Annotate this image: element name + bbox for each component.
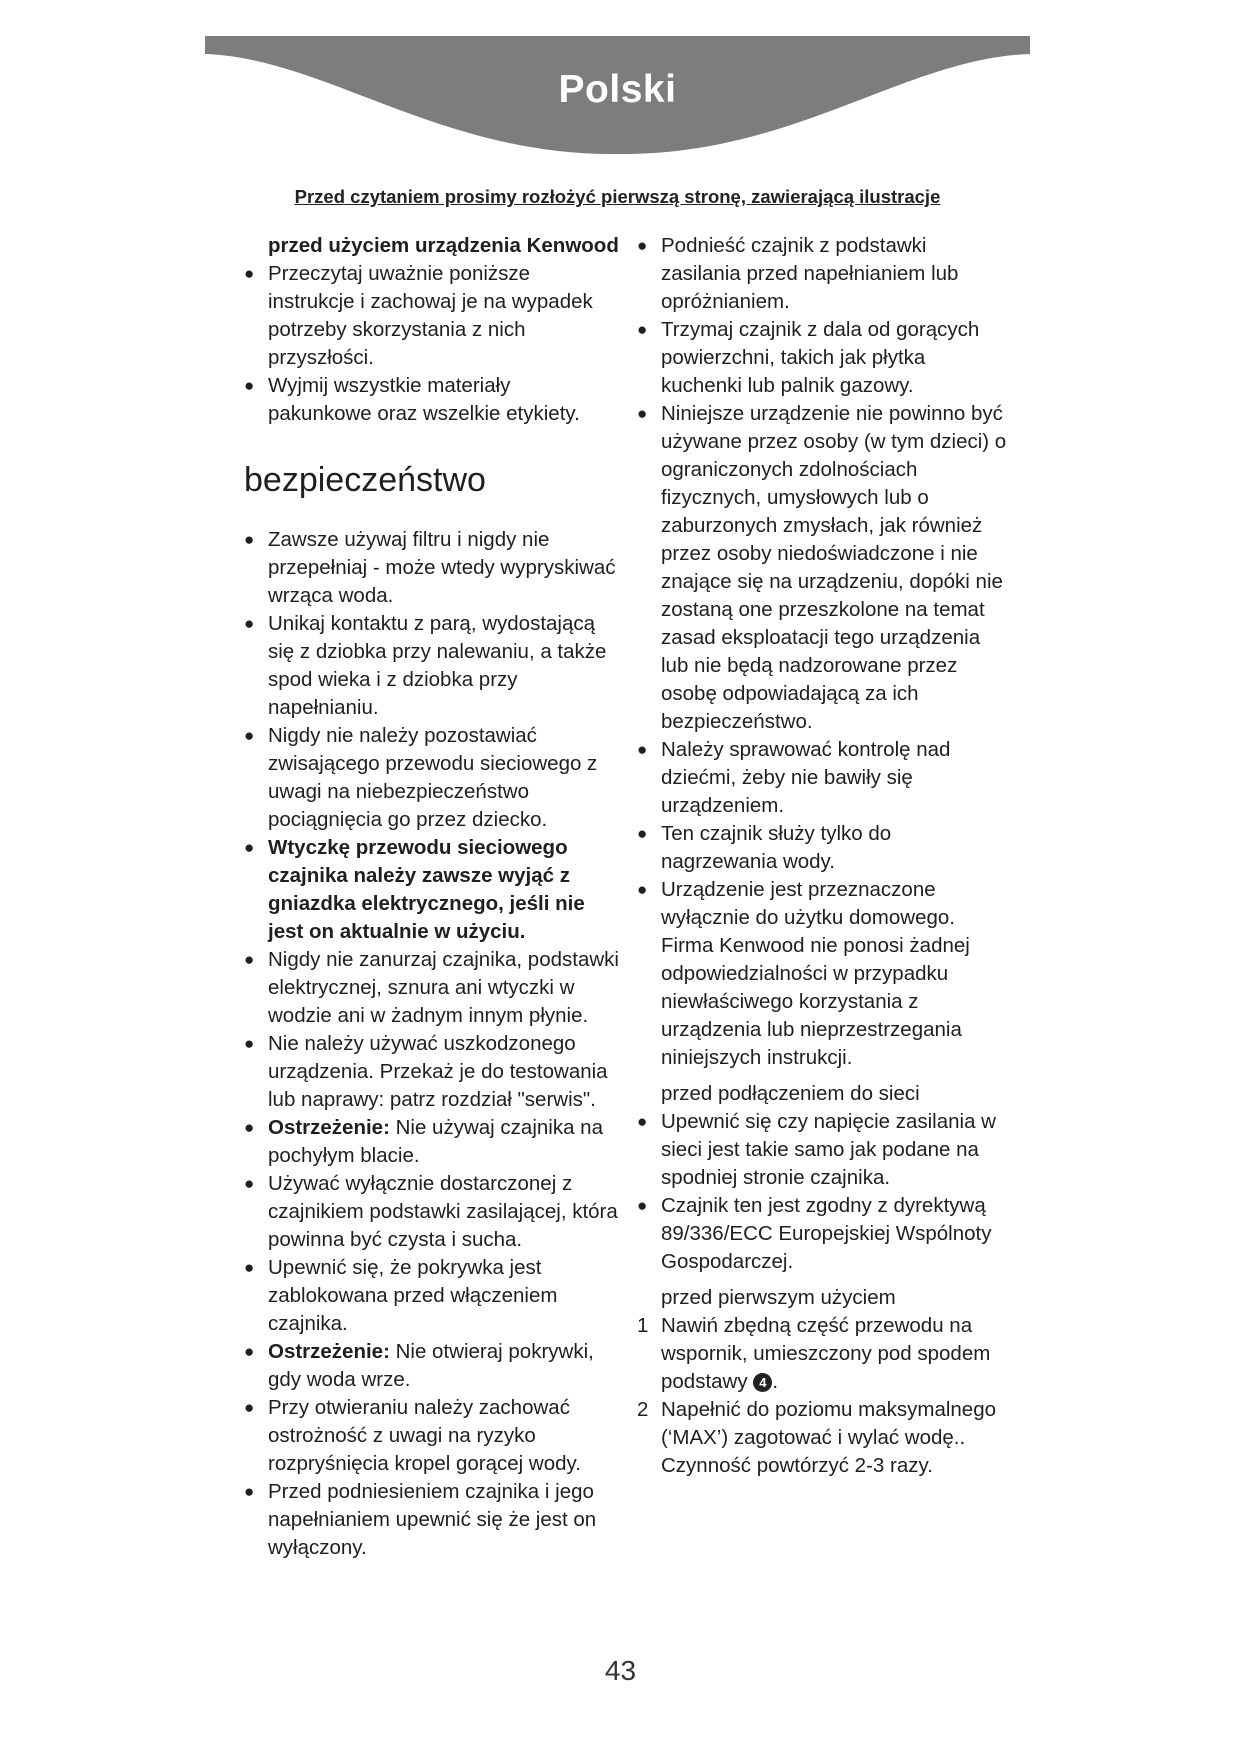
header-band [205, 36, 1030, 176]
step-item [637, 1312, 1007, 1396]
list-item: ● Wyjmij wszystkie materiały pakunkowe oraz wszelkie etykiety. [244, 372, 619, 428]
page-number: 43 [604, 1655, 637, 1686]
intro-list [244, 260, 619, 428]
list-item [244, 1394, 619, 1478]
list-item [244, 610, 619, 722]
list-item: ● Podnieść czajnik z podstawki zasilania przed napełnianiem lub opróżnianiem. [637, 232, 1007, 316]
item-text: Zawsze używaj filtru i nigdy nie przepełniaj - może wtedy wypryskiwać wrząca woda. [268, 528, 616, 607]
item-text: Nie otwieraj pokrywki, gdy woda wrze. [268, 1340, 594, 1391]
step-number: 2 [637, 1398, 649, 1421]
connect-heading: przed podłączeniem do sieci [661, 1082, 920, 1105]
safety-list-continued [637, 232, 1007, 1072]
list-item [244, 722, 619, 834]
item-text: Nie używaj czajnika na pochyłym blacie. [268, 1116, 603, 1167]
list-item [244, 1170, 619, 1254]
list-item [244, 1338, 619, 1394]
item-text: Nigdy nie zanurzaj czajnika, podstawki elektrycznej, sznura ani wtyczki w wodzie ani w żadnym innym płynie. [268, 948, 619, 1027]
safety-heading: bezpieczeństwo [244, 461, 486, 499]
step-text: Nawiń zbędną część przewodu na wspornik, umieszczony pod spodem podstawy [661, 1314, 991, 1393]
list-item [244, 1030, 619, 1114]
first-use-heading: przed pierwszym użyciem [661, 1286, 896, 1309]
step-number: 1 [637, 1314, 649, 1337]
connect-list [637, 1108, 1007, 1276]
list-item [244, 946, 619, 1030]
first-use-steps [637, 1312, 1007, 1480]
item-text: Upewnić się, że pokrywka jest zablokowana przed włączeniem czajnika. [268, 1256, 558, 1335]
item-text: Nigdy nie należy pozostawiać zwisającego przewodu sieciowego z uwagi na niebezpieczeństwo pociągnięcia go przez dziecko. [268, 724, 598, 831]
intro-heading: przed użyciem urządzenia Kenwood [268, 234, 619, 257]
list-item [244, 1478, 619, 1562]
safety-list [244, 526, 619, 1562]
list-item: ● Należy sprawować kontrolę nad dziećmi, żeby nie bawiły się urządzeniem. [637, 736, 1007, 820]
item-text: Przy otwieraniu należy zachować ostrożność z uwagi na ryzyko rozpryśnięcia kropel gorącej wody. [268, 1396, 581, 1475]
right-column [637, 232, 1007, 1480]
list-item [244, 1114, 619, 1170]
fold-out-notice: Przed czytaniem prosimy rozłożyć pierwszą stronę, zawierającą ilustracje [294, 186, 941, 207]
list-item [244, 834, 619, 946]
list-item: ● Niniejsze urządzenie nie powinno być używane przez osoby (w tym dzieci) o ograniczonych zdolnościach fizycznych, umysłowych lub o zaburzonych zmysłach, jak również przez osoby niedoświadczone i nie znające się na urządzeniu, dopóki nie zostaną one przeszkolone na temat zasad eksploatacji tego urządzenia lub nie będą nadzorowane przez osobę odpowiadającą za ich bezpieczeństwo. [637, 400, 1007, 736]
item-text: Unikaj kontaktu z parą, wydostającą się z dziobka przy nalewaniu, a także spod wieka i z dziobka przy napełnianiu. [268, 612, 607, 719]
list-item: ● Czajnik ten jest zgodny z dyrektywą 89/336/ECC Europejskiej Wspólnoty Gospodarczej. [637, 1192, 1007, 1276]
page-title: Polski [558, 68, 677, 111]
step-text-end: . [772, 1370, 779, 1393]
item-bold: Wtyczkę przewodu sieciowego czajnika należy zawsze wyjąć z gniazdka elektrycznego, jeśli nie jest on aktualnie w użyciu. [268, 836, 585, 943]
list-item: ● Ten czajnik służy tylko do nagrzewania wody. [637, 820, 1007, 876]
item-text: Nie należy używać uszkodzonego urządzenia. Przekaż je do testowania lub naprawy: patrz rozdział "serwis". [268, 1032, 608, 1111]
step-text: Napełnić do poziomu maksymalnego (‘MAX’) zagotować i wylać wodę.. Czynność powtórzyć 2-3 razy. [661, 1398, 997, 1477]
item-text: Przed podniesieniem czajnika i jego napełnianiem upewnić się że jest on wyłączony. [268, 1480, 597, 1559]
left-column [244, 232, 619, 1562]
list-item [244, 1254, 619, 1338]
list-item: ● Upewnić się czy napięcie zasilania w sieci jest takie samo jak podane na spodniej stronie czajnika. [637, 1108, 1007, 1192]
list-item: ● Przeczytaj uważnie poniższe instrukcje i zachowaj je na wypadek potrzeby skorzystania z nich przyszłości. [244, 260, 619, 372]
list-item: ● Urządzenie jest przeznaczone wyłącznie do użytku domowego. Firma Kenwood nie ponosi żadnej odpowiedzialności w przypadku niewłaściwego korzystania z urządzenia lub nieprzestrzegania niniejszych instrukcji. [637, 876, 1007, 1072]
list-item: ● Trzymaj czajnik z dala od gorących powierzchni, takich jak płytka kuchenki lub palnik gazowy. [637, 316, 1007, 400]
item-bold: Ostrzeżenie: [268, 1116, 390, 1139]
figure-4-icon: 4 [753, 1373, 772, 1392]
step-item [637, 1396, 1007, 1480]
item-bold: Ostrzeżenie: [268, 1340, 390, 1363]
list-item [244, 526, 619, 610]
item-text: Używać wyłącznie dostarczonej z czajnikiem podstawki zasilającej, która powinna być czysta i sucha. [268, 1172, 618, 1251]
